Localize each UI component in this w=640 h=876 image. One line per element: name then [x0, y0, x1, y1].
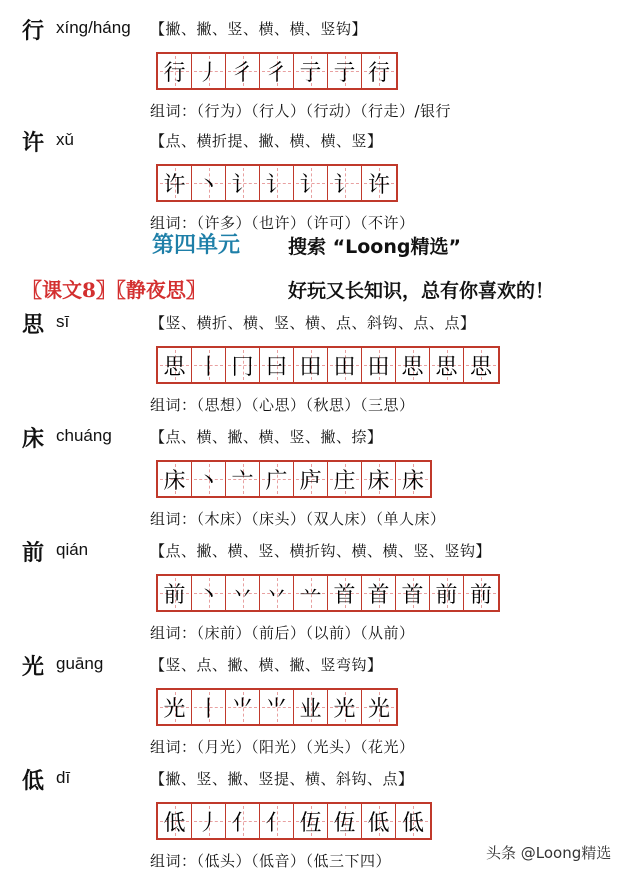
stroke-order: 【点、横折提、撇、横、横、竖】 — [150, 132, 383, 150]
grid-cell: 丿 — [192, 804, 226, 838]
stroke-grid — [156, 460, 432, 498]
grid-cell: 前 — [464, 576, 498, 610]
stroke-order: 【点、撇、横、竖、横折钩、横、横、竖、竖钩】 — [150, 542, 492, 560]
grid-cell: 许 — [362, 166, 396, 200]
grid-cell: 亻 — [226, 804, 260, 838]
grid-cell: 讠 — [226, 166, 260, 200]
word-examples: 组词：（行为）（行人）（行动）（行走）/银行 — [150, 102, 452, 120]
entry-qian — [0, 536, 640, 646]
entry-char: 前 — [22, 540, 45, 566]
entry-chuang — [0, 422, 640, 532]
entry-pinyin: sī — [56, 312, 70, 331]
entry-char: 许 — [22, 130, 45, 156]
unit-title: 第四单元 — [152, 232, 241, 258]
grid-cell: 讠 — [294, 166, 328, 200]
grid-cell: 思 — [430, 348, 464, 382]
entry-xing — [0, 14, 640, 124]
entry-guang — [0, 650, 640, 760]
entry-si — [0, 308, 640, 418]
grid-cell: 光 — [328, 690, 362, 724]
word-examples: 组词：（木床）（床头）（双人床）（单人床） — [150, 510, 446, 528]
grid-cell: 庄 — [328, 462, 362, 496]
grid-cell: 丿 — [192, 54, 226, 88]
stroke-order: 【撇、撇、竖、横、横、竖钩】 — [150, 20, 368, 38]
grid-cell: 广 — [260, 462, 294, 496]
word-examples: 组词：（月光）（阳光）（光头）（花光） — [150, 738, 415, 756]
grid-cell: 丶 — [192, 462, 226, 496]
stroke-grid — [156, 346, 500, 384]
entry-pinyin: dī — [56, 768, 71, 787]
grid-cell: 亍 — [294, 54, 328, 88]
entry-char: 思 — [22, 312, 45, 338]
stroke-order: 【竖、点、撇、横、撇、竖弯钩】 — [150, 656, 383, 674]
grid-cell: 讠 — [328, 166, 362, 200]
word-examples: 组词：（床前）（前后）（以前）（从前） — [150, 624, 415, 642]
grid-cell: 庐 — [294, 462, 328, 496]
grid-cell: 床 — [396, 462, 430, 496]
grid-cell: 前 — [158, 576, 192, 610]
grid-cell: 田 — [362, 348, 396, 382]
grid-cell: 低 — [362, 804, 396, 838]
grid-cell: 亍 — [328, 54, 362, 88]
word-examples: 组词：（思想）（心思）（秋思）（三思） — [150, 396, 415, 414]
grid-cell: 思 — [464, 348, 498, 382]
entry-char: 光 — [22, 654, 45, 680]
stroke-grid — [156, 688, 398, 726]
grid-cell: 思 — [396, 348, 430, 382]
grid-cell: 冂 — [226, 348, 260, 382]
entry-char: 行 — [22, 18, 45, 44]
entry-char: 床 — [22, 426, 45, 452]
grid-cell: 丨 — [192, 348, 226, 382]
grid-cell: 彳 — [260, 54, 294, 88]
grid-cell: 彳 — [226, 54, 260, 88]
entry-pinyin: chuáng — [56, 426, 112, 445]
grid-cell: 丶 — [192, 166, 226, 200]
grid-cell: ⺌ — [260, 690, 294, 724]
promo-search: 搜索 “Loong精选” — [288, 236, 461, 258]
grid-cell: 䒑 — [294, 576, 328, 610]
grid-cell: 丷 — [260, 576, 294, 610]
entry-pinyin: xǔ — [56, 130, 74, 149]
grid-cell: 光 — [362, 690, 396, 724]
stroke-grid — [156, 164, 398, 202]
lesson-title: 〖课文8〗〖静夜思〗 — [22, 278, 206, 302]
promo-tagline: 好玩又长知识，总有你喜欢的！ — [288, 280, 555, 302]
grid-cell: 前 — [430, 576, 464, 610]
grid-cell: 床 — [158, 462, 192, 496]
grid-cell: 仾 — [294, 804, 328, 838]
grid-cell: 仾 — [328, 804, 362, 838]
stroke-order: 【撇、竖、撇、竖提、横、斜钩、点】 — [150, 770, 414, 788]
entry-pinyin: guāng — [56, 654, 104, 673]
grid-cell: 行 — [158, 54, 192, 88]
stroke-order: 【竖、横折、横、竖、横、点、斜钩、点、点】 — [150, 314, 476, 332]
grid-cell: 行 — [362, 54, 396, 88]
grid-cell: 亻 — [260, 804, 294, 838]
grid-cell: 床 — [362, 462, 396, 496]
watermark: 头条 @Loong精选 — [486, 844, 612, 862]
grid-cell: 亠 — [226, 462, 260, 496]
word-examples: 组词：（许多）（也许）（许可）（不许） — [150, 214, 415, 232]
stroke-order: 【点、横、撇、横、竖、撇、捺】 — [150, 428, 383, 446]
entry-xu — [0, 126, 640, 236]
entry-char: 低 — [22, 768, 45, 794]
stroke-grid — [156, 52, 398, 90]
grid-cell: 首 — [396, 576, 430, 610]
grid-cell: 低 — [158, 804, 192, 838]
grid-cell: 丶 — [192, 576, 226, 610]
grid-cell: 首 — [362, 576, 396, 610]
stroke-grid — [156, 802, 432, 840]
grid-cell: 丷 — [226, 576, 260, 610]
entry-pinyin: xíng/háng — [56, 18, 131, 37]
grid-cell: 光 — [158, 690, 192, 724]
grid-cell: 许 — [158, 166, 192, 200]
word-examples: 组词：（低头）（低音）（低三下四） — [150, 852, 392, 870]
stroke-grid — [156, 574, 500, 612]
grid-cell: ⺌ — [226, 690, 260, 724]
grid-cell: 低 — [396, 804, 430, 838]
grid-cell: 曰 — [260, 348, 294, 382]
grid-cell: 业 — [294, 690, 328, 724]
grid-cell: 田 — [294, 348, 328, 382]
grid-cell: 首 — [328, 576, 362, 610]
grid-cell: 讠 — [260, 166, 294, 200]
grid-cell: 思 — [158, 348, 192, 382]
grid-cell: 丨 — [192, 690, 226, 724]
grid-cell: 田 — [328, 348, 362, 382]
entry-pinyin: qián — [56, 540, 89, 559]
